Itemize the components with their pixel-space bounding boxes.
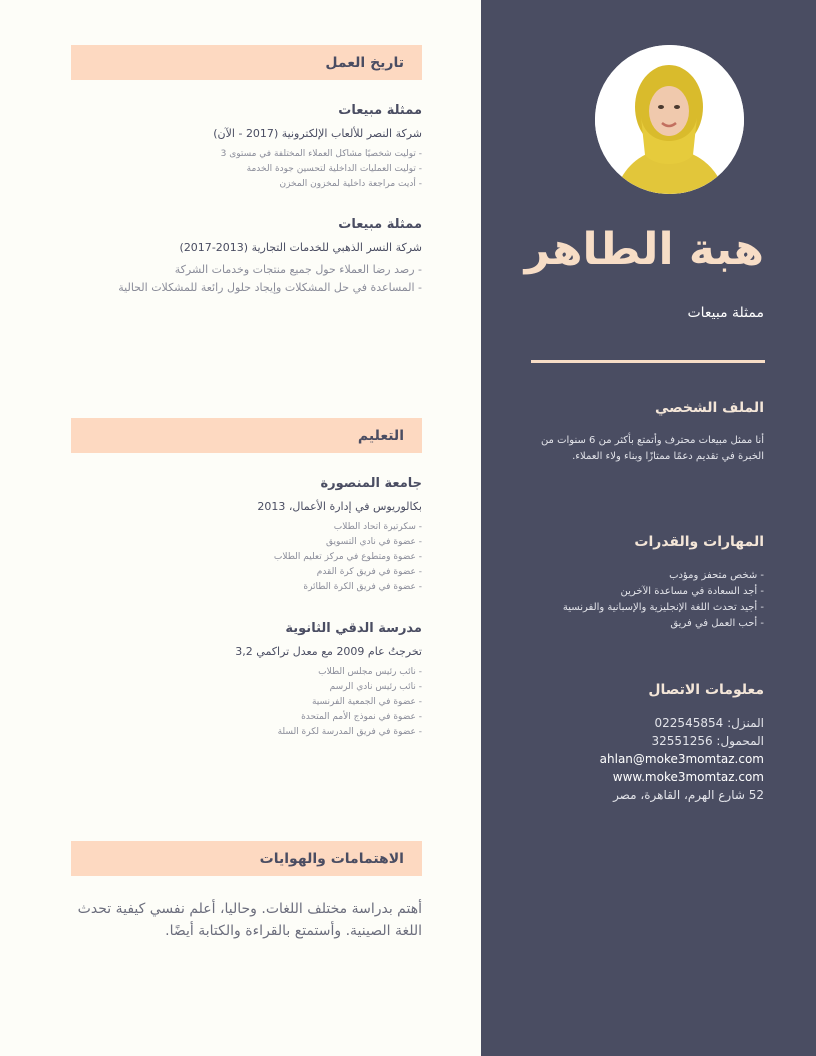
job-entry: [71, 215, 422, 297]
list-item: - عضوة في نادي التسويق: [71, 535, 422, 550]
skills-list: [524, 568, 764, 632]
about-heading: الملف الشخصي: [654, 400, 764, 416]
list-item: - أديت مراجعة داخلية لمخزون المخزن: [71, 177, 422, 192]
hobbies-section-header: [71, 841, 422, 876]
education-heading: التعليم: [357, 427, 404, 444]
list-item: - رصد رضا العملاء حول جميع منتجات وخدمات الشركة: [71, 261, 422, 279]
home-phone: المنزل: 022545854: [654, 716, 764, 730]
list-item: - أحب العمل في فريق: [524, 616, 764, 632]
list-item: - المساعدة في حل المشكلات وإيجاد حلول رائعة للمشكلات الحالية: [71, 279, 422, 297]
school-detail: بكالوريوس في إدارة الأعمال، 2013: [257, 500, 422, 513]
profile-photo-image: [595, 45, 744, 194]
list-item: - عضوة في فريق كرة القدم: [71, 565, 422, 580]
list-item: - توليت شخصيًا مشاكل العملاء المختلفة في مستوى 3: [71, 147, 422, 162]
school-entry: [71, 619, 422, 740]
contact-heading: معلومات الاتصال: [648, 682, 764, 698]
school-points: [71, 520, 422, 595]
job-points: [71, 147, 422, 192]
list-item: - أجيد تحدث اللغة الإنجليزية والإسبانية والفرنسية: [524, 600, 764, 616]
school-points: [71, 665, 422, 740]
list-item: - شخص متحفز ومؤدب: [524, 568, 764, 584]
list-item: - عضوة في فريق المدرسة لكرة السلة: [71, 725, 422, 740]
list-item: - سكرتيرة اتحاد الطلاب: [71, 520, 422, 535]
job-company: شركة النصر للألعاب الإلكترونية (2017 - الآن): [213, 127, 422, 140]
email-link[interactable]: ahlan@moke3momtaz.com: [599, 752, 764, 766]
skills-heading: المهارات والقدرات: [634, 534, 764, 550]
person-role: ممثلة مبيعات: [687, 305, 764, 321]
person-name: هبة الطاهر: [524, 224, 764, 275]
job-title: ممثلة مبيعات: [338, 217, 422, 232]
website-link[interactable]: www.moke3momtaz.com: [612, 770, 764, 784]
job-title: ممثلة مبيعات: [338, 103, 422, 118]
work-heading: تاريخ العمل: [325, 54, 404, 71]
hobbies-text: أهتم بدراسة مختلف اللغات. وحاليا، أعلم نفسي كيفية تحدث اللغة الصينية. وأستمتع بالقراءة والكتابة أيضًا.: [77, 901, 422, 939]
education-section-header: [71, 418, 422, 453]
list-item: - عضوة في الجمعية الفرنسية: [71, 695, 422, 710]
name-divider: [531, 360, 765, 363]
about-text: أنا ممثل مبيعات محترف وأتمتع بأكثر من 6 سنوات من الخبرة في تقديم دعمًا ممتازًا وبناء ولاء العملاء.: [540, 435, 764, 462]
list-item: - عضوة ومتطوع في مركز تعليم الطلاب: [71, 550, 422, 565]
contact-block: [524, 714, 764, 804]
list-item: - نائب رئيس نادي الرسم: [71, 680, 422, 695]
list-item: - عضوة في فريق الكرة الطائرة: [71, 580, 422, 595]
school-name: جامعة المنصورة: [320, 476, 422, 491]
list-item: - توليت العمليات الداخلية لتحسين جودة الخدمة: [71, 162, 422, 177]
list-item: - عضوة في نموذج الأمم المتحدة: [71, 710, 422, 725]
hobbies-heading: الاهتمامات والهوايات: [259, 850, 404, 867]
profile-photo: [595, 45, 744, 194]
list-item: - أجد السعادة في مساعدة الآخرين: [524, 584, 764, 600]
job-points: [71, 261, 422, 297]
mobile-phone: المحمول: 32551256: [651, 734, 764, 748]
list-item: - نائب رئيس مجلس الطلاب: [71, 665, 422, 680]
address: 52 شارع الهرم، القاهرة، مصر: [613, 788, 764, 802]
school-detail: تخرجتُ عام 2009 مع معدل تراكمي 3,2: [235, 645, 422, 658]
school-name: مدرسة الدقي الثانوية: [285, 621, 422, 636]
school-entry: [71, 474, 422, 595]
job-company: شركة النسر الذهبي للخدمات التجارية (2013-2017): [179, 241, 422, 254]
job-entry: [71, 101, 422, 192]
work-section-header: [71, 45, 422, 80]
